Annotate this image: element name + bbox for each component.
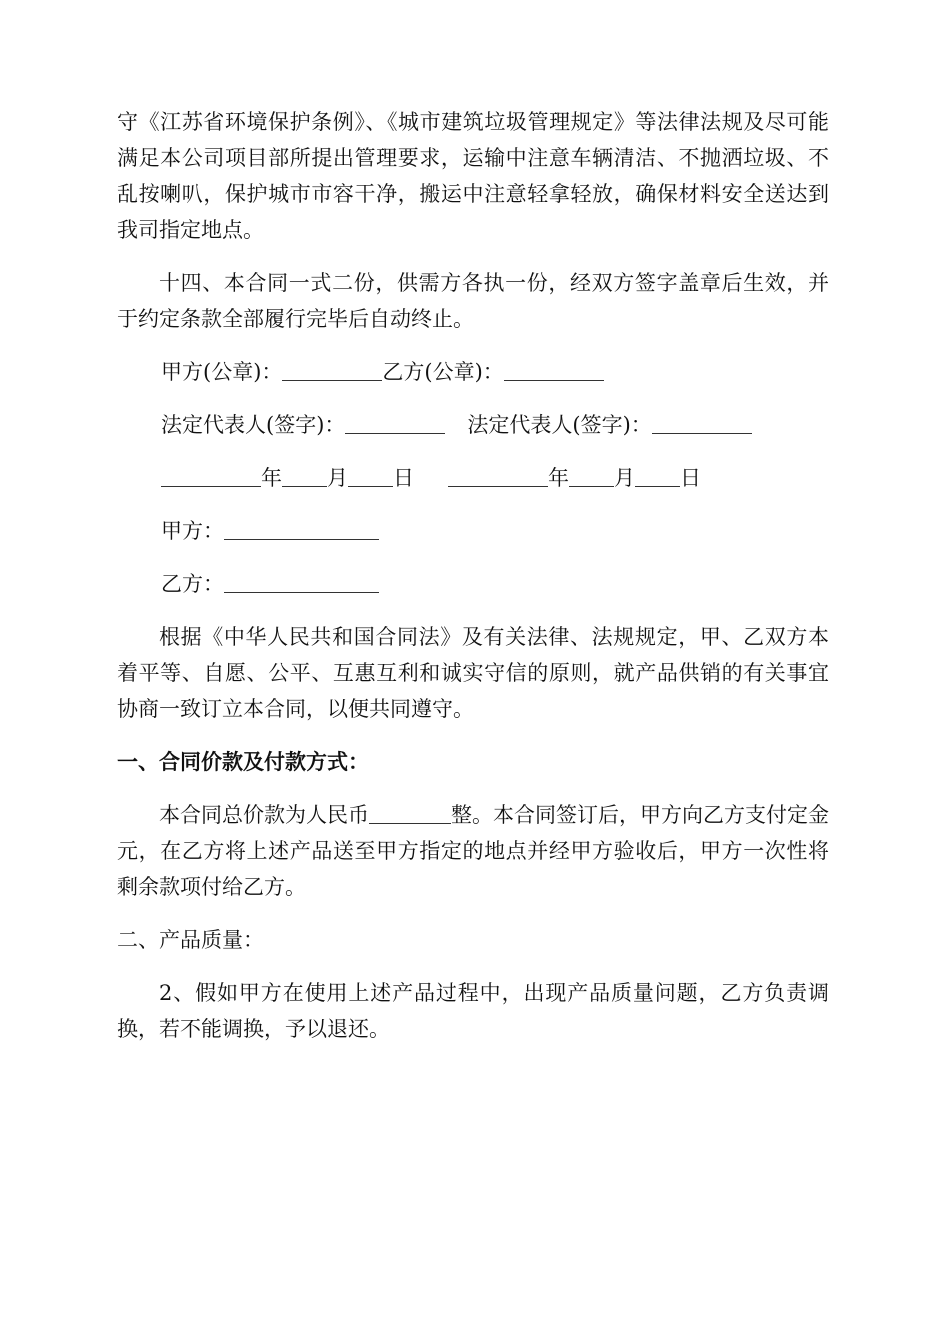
price-text-pre: 本合同总价款为人民币 bbox=[159, 803, 369, 827]
seal-line bbox=[117, 354, 829, 390]
date-line bbox=[117, 460, 829, 496]
party-b-line bbox=[117, 566, 829, 602]
price-amount-blank bbox=[369, 801, 451, 824]
date-b-year-blank bbox=[448, 464, 548, 487]
heading-price-payment: 一、合同价款及付款方式： bbox=[117, 749, 369, 774]
date-a-day-blank bbox=[348, 464, 393, 487]
legal-rep-b-blank bbox=[652, 411, 752, 434]
heading-product-quality: 二、产品质量： bbox=[117, 928, 264, 952]
party-b-seal-label: 乙方(公章)： bbox=[382, 360, 504, 384]
paragraph-price bbox=[117, 797, 829, 905]
party-a-seal-label: 甲方(公章)： bbox=[161, 360, 283, 384]
date-b-day-label: 日 bbox=[680, 466, 701, 490]
legal-rep-a-blank bbox=[345, 411, 445, 434]
date-a-month-label: 月 bbox=[327, 466, 348, 490]
date-a-month-blank bbox=[282, 464, 327, 487]
party-a-seal-blank bbox=[282, 358, 382, 381]
date-a-year-blank bbox=[161, 464, 261, 487]
legal-rep-a-label: 法定代表人(签字)： bbox=[161, 413, 346, 437]
contract-page bbox=[117, 104, 829, 1064]
party-b-label: 乙方： bbox=[161, 572, 224, 596]
party-a-line bbox=[117, 513, 829, 549]
paragraph-quality: 2、假如甲方在使用上述产品过程中，出现产品质量问题，乙方负责调换，若不能调换，予以退还。 bbox=[117, 981, 829, 1041]
paragraph-environment: 守《江苏省环境保护条例》、《城市建筑垃圾管理规定》等法律法规及尽可能满足本公司项目部所提出管理要求，运输中注意车辆清洁、不抛洒垃圾、不乱按喇叭，保护城市市容干净，搬运中注意轻拿轻放，确保材料安全送达到我司指定地点。 bbox=[117, 110, 829, 242]
date-b-day-blank bbox=[635, 464, 680, 487]
date-b-month-blank bbox=[569, 464, 614, 487]
date-a-year-label: 年 bbox=[261, 466, 282, 490]
legal-rep-line bbox=[117, 407, 829, 443]
party-b-blank bbox=[224, 570, 379, 593]
date-a-day-label: 日 bbox=[393, 466, 414, 490]
date-b-month-label: 月 bbox=[614, 466, 635, 490]
party-a-label: 甲方： bbox=[161, 519, 224, 543]
party-a-blank bbox=[224, 517, 379, 540]
paragraph-intro: 根据《中华人民共和国合同法》及有关法律、法规规定，甲、乙双方本着平等、自愿、公平、互惠互利和诚实守信的原则，就产品供销的有关事宜协商一致订立本合同，以便共同遵守。 bbox=[117, 625, 829, 721]
paragraph-article-14: 十四、本合同一式二份，供需方各执一份，经双方签字盖章后生效，并于约定条款全部履行完毕后自动终止。 bbox=[117, 271, 829, 331]
party-b-seal-blank bbox=[504, 358, 604, 381]
legal-rep-b-label: 法定代表人(签字)： bbox=[467, 413, 652, 437]
price-text-post: 整。本合同签订后，甲方向乙方支付定金元，在乙方将上述产品送至甲方指定的地点并经甲方验收后，甲方一次性将剩余款项付给乙方。 bbox=[117, 803, 829, 899]
date-b-year-label: 年 bbox=[548, 466, 569, 490]
